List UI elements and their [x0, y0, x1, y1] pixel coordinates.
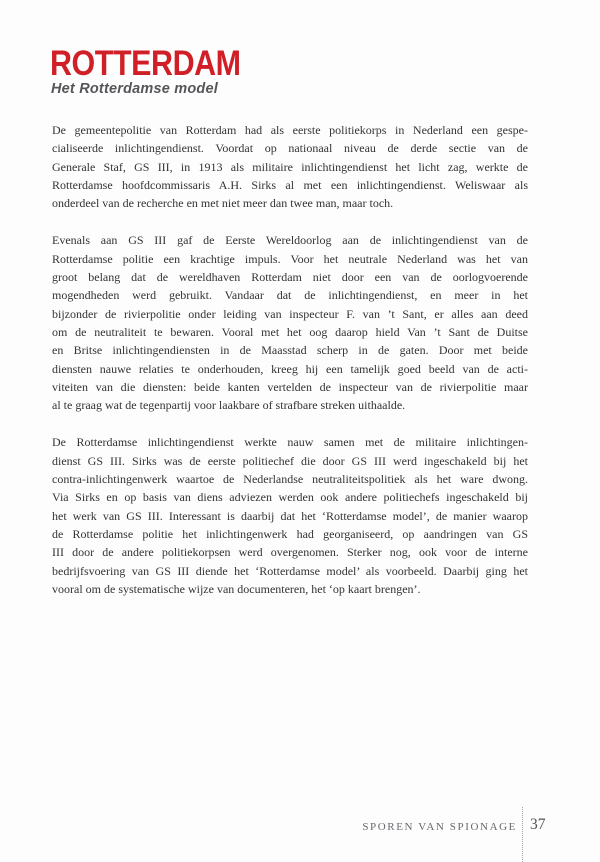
text-line: onderdeel van de recherche en met niet meer dan twee man, maar toch.: [52, 196, 394, 211]
text-line: al te graag wat de tegenpartij voor laakbare of strafbare streken uithaalde.: [52, 398, 406, 413]
text-line: cialiseerde inlichtingendienst. Voordat op nationaal niveau de derde sectie van de: [52, 141, 528, 156]
text-line: de Rotterdamse politie het inlichtingenwerk had georganiseerd, op aandringen van GS: [52, 526, 528, 541]
text-line: het werk van GS III. Interessant is daarbij dat het ‘Rotterdamse model’, de manier waarop: [52, 508, 528, 523]
text-line: bedrijfsvoering van GS III diende het ‘Rotterdamse model’ als voorbeeld. Daarbij ging het: [52, 563, 528, 578]
paragraph: [52, 231, 528, 414]
text-line: III door de andere politiekorpsen werd overgenomen. Sterker nog, ook voor de interne: [52, 545, 528, 560]
paragraph: [52, 121, 528, 212]
text-line: dienst GS III. Sirks was de eerste politiechef die door GS III werd ingeschakeld bij het: [52, 453, 528, 468]
text-line: Via Sirks en op basis van diens adviezen werden ook andere politiechefs ingeschakeld bij: [52, 490, 528, 505]
paragraph: [52, 433, 528, 598]
page-number: 37: [530, 816, 546, 833]
text-line: viteiten van die diensten: beide kanten vertelden de inspecteur van de rivierpolitie maar: [52, 379, 528, 394]
text-line: diensten nauwe relaties te onderhouden, kreeg hij een tamelijk goed beeld van de acti-: [52, 361, 528, 376]
text-line: bijzonder de rivierpolitie onder leiding van inspecteur F. van ’t Sant, er alles aan deed: [52, 306, 528, 321]
text-line: De Rotterdamse inlichtingendienst werkte nauw samen met de militaire inlichtingen-: [52, 435, 528, 450]
text-line: De gemeentepolitie van Rotterdam had als eerste politiekorps in Nederland een gespe-: [52, 123, 528, 137]
text-line: contra-inlichtingenwerk waartoe de Nederlandse neutraliteitspolitiek als het ware dwong.: [52, 472, 528, 487]
chapter-subtitle: Het Rotterdamse model: [51, 81, 218, 97]
footer-divider: [522, 807, 523, 862]
text-line: en Britse inlichtingendiensten in de Maasstad scherp in de gaten. Door met beide: [52, 343, 528, 358]
text-line: mogendheden werd gebruikt. Vandaar dat de inlichtingendienst, en meer in het: [52, 288, 528, 303]
text-line: Rotterdamse politie een krachtige impuls. Voor het neutrale Nederland was het van: [52, 251, 528, 266]
running-footer-title: SPOREN VAN SPIONAGE: [362, 821, 517, 833]
text-line: Rotterdamse hoofdcommissaris A.H. Sirks al met een inlichtingendienst. Weliswaar als: [52, 177, 528, 192]
text-line: groot belang dat de wereldhaven Rotterdam niet door een van de oorlogvoerende: [52, 270, 528, 285]
text-line: Evenals aan GS III gaf de Eerste Wereldoorlog aan de inlichtingendienst van de: [52, 233, 528, 248]
text-line: Generale Staf, GS III, in 1913 als militaire inlichtingendienst het licht zag, werkte de: [52, 159, 528, 174]
text-line: om de neutraliteit te bewaren. Vooral met het oog daarop hield Van ’t Sant de Duitse: [52, 324, 528, 339]
text-line: vooral om de systematische wijze van documenteren, het ‘op kaart brengen’.: [52, 581, 421, 596]
body-text: [52, 121, 528, 598]
chapter-title: ROTTERDAM: [50, 44, 241, 83]
